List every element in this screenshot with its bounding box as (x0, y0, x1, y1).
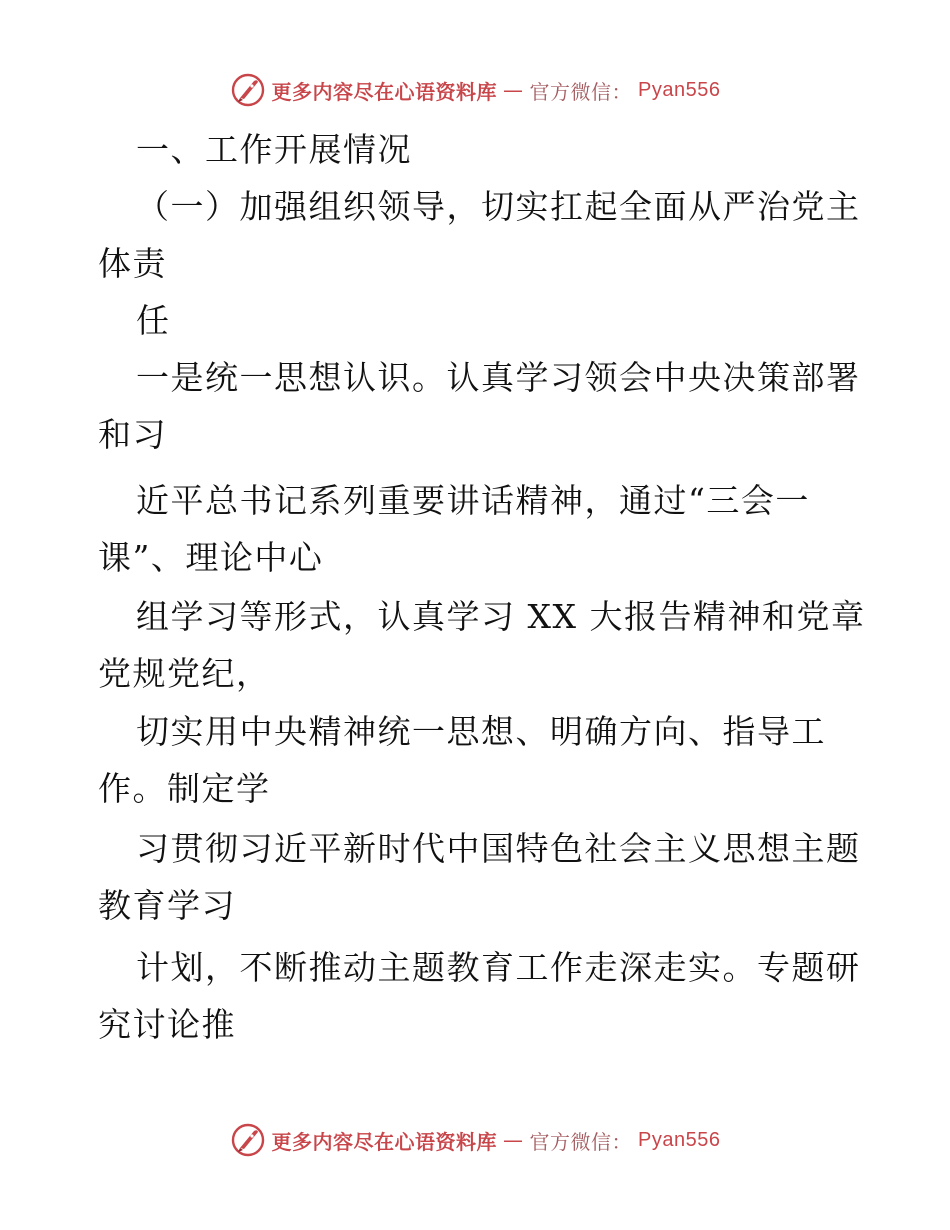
quill-pen-logo-icon (230, 72, 266, 108)
banner-wechat-label: 官方微信： (529, 1129, 633, 1154)
text-line: 教育学习 (98, 886, 236, 925)
text-line: 究讨论推 (98, 1005, 236, 1044)
section-heading: 一、工作开展情况 (136, 130, 412, 169)
text-line: 切实用中央精神统一思想、明确方向、指导工 (136, 712, 826, 751)
subsection-heading: （一）加强组织领导，切实扛起全面从严治党主 (136, 187, 861, 226)
text-line: 体责 (98, 244, 167, 283)
banner-content (230, 1122, 721, 1158)
header-banner (0, 70, 950, 110)
text-line: 一是统一思想认识。认真学习领会中央决策部署 (136, 358, 861, 397)
banner-dash: — (503, 1128, 524, 1152)
text-line: 党规党纪， (98, 654, 271, 693)
text-line: 任 (136, 301, 171, 340)
text-line: 习贯彻习近平新时代中国特色社会主义思想主题 (136, 829, 861, 868)
banner-brand-text: 更多内容尽在心语资料库 (271, 79, 498, 104)
footer-banner (0, 1120, 950, 1160)
banner-dash: — (503, 78, 524, 102)
text-line: 和习 (98, 415, 167, 454)
banner-wechat-id: Pyan556 (638, 1128, 721, 1151)
banner-wechat-id: Pyan556 (638, 78, 721, 101)
banner-brand-text: 更多内容尽在心语资料库 (271, 1129, 498, 1154)
text-line: 近平总书记系列重要讲话精神，通过“三会一 (136, 481, 810, 520)
text-line: 组学习等形式，认真学习 XX 大报告精神和党章 (136, 597, 866, 636)
banner-wechat-label: 官方微信： (529, 79, 633, 104)
banner-content (230, 72, 721, 108)
text-line: 计划，不断推动主题教育工作走深走实。专题研 (136, 948, 861, 987)
text-line: 作。制定学 (98, 769, 271, 808)
text-line: 课”、理论中心 (98, 538, 324, 577)
quill-pen-logo-icon (230, 1122, 266, 1158)
